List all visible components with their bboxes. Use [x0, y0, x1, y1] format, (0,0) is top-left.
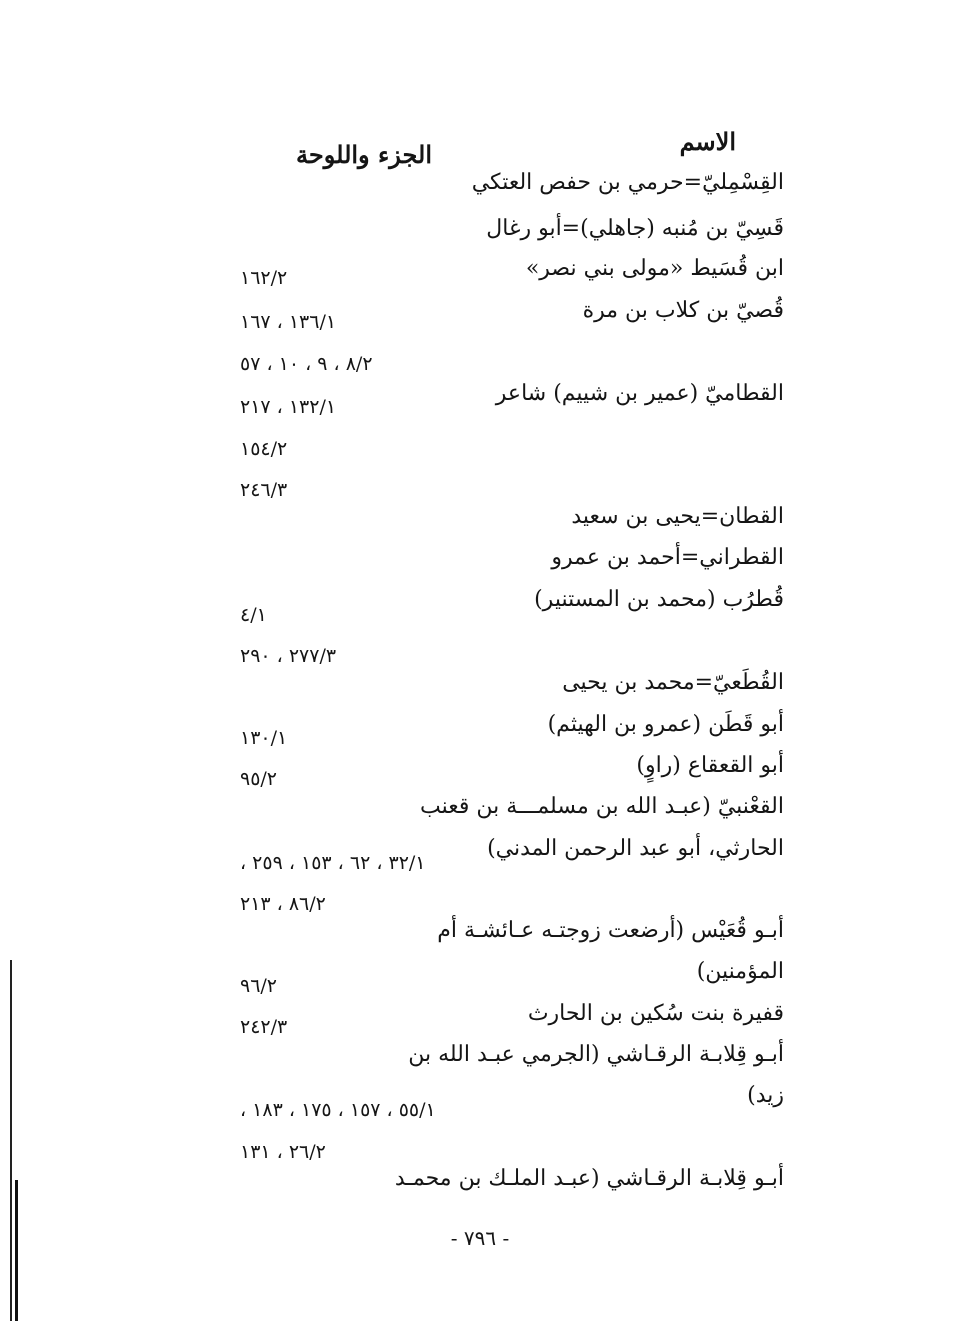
- index-entry-name: قُصيّ بن كلاب بن مرة: [582, 298, 784, 323]
- index-entry-name: أبـو قِلابـة الرقـاشي (الجرمي عبـد الله بن: [408, 1042, 784, 1067]
- index-entry-name: أبـو قُعَيْس (أرضعت زوجتـه عـائشـة أم: [437, 918, 784, 943]
- index-entry-refs: ٩٦/٢: [240, 975, 278, 997]
- index-entry-name: المؤمنين): [696, 959, 784, 984]
- index-entry-refs: ١٦٢/٢: [240, 267, 288, 289]
- index-entry-refs: ١٣٠/١: [240, 727, 288, 749]
- index-entry-name: أبو القعقاع (راوٍ): [636, 753, 784, 778]
- index-entry-name: ابن قُسَيط «مولى بني نصر»: [525, 256, 784, 281]
- reference-column-header: الجزء واللوحة: [296, 140, 432, 169]
- index-entry-name: القُطَعيّ=محمد بن يحيى: [562, 670, 784, 695]
- index-entry-name: القطراني=أحمد بن عمرو: [551, 545, 784, 570]
- index-entry-name: قفيرة بنت سُكين بن الحارث: [527, 1001, 784, 1026]
- index-entry-name: أبو قَطَن (عمرو بن الهيثم): [547, 712, 784, 737]
- index-entry-name: القطان=يحيى بن سعيد: [571, 504, 784, 529]
- name-column-header: الاسم: [679, 127, 736, 156]
- index-entry-refs: ٨٦/٢ ، ٢١٣: [240, 893, 326, 915]
- scan-edge-shadow: [15, 1180, 18, 1321]
- index-entry-refs: ٣٢/١ ، ٦٢ ، ١٥٣ ، ٢٥٩ ،: [240, 852, 426, 874]
- index-entry-refs: ٢٤٦/٣: [240, 479, 288, 501]
- index-entry-name: القِسْمِليّ=حرمي بن حفص العتكي: [471, 170, 784, 195]
- index-entry-refs: ٩٥/٢: [240, 768, 278, 790]
- index-entry-name: أبـو قِلابـة الرقـاشي (عبـد الملـك بن محمـد: [394, 1166, 784, 1191]
- index-entry-name: قَسِيّ بن مُنبه (جاهلي)=أبو رغال: [486, 216, 784, 241]
- index-entry-refs: ٥٥/١ ، ١٥٧ ، ١٧٥ ، ١٨٣ ،: [240, 1099, 436, 1121]
- index-entry-name: الحارثي، أبو عبد الرحمن المدني): [487, 836, 784, 861]
- index-entry-refs: ٢٦/٢ ، ١٣١: [240, 1141, 326, 1163]
- page-number: - ٧٩٦ -: [450, 1226, 510, 1250]
- index-entry-refs: ١٣٢/١ ، ٢١٧: [240, 396, 337, 418]
- index-entry-name: زيد): [747, 1083, 784, 1108]
- index-entry-refs: ٨/٢ ، ٩ ، ١٠ ، ٥٧: [240, 353, 373, 375]
- index-entry-refs: ٢٤٢/٣: [240, 1016, 288, 1038]
- index-entry-name: قُطرُب (محمد بن المستنير): [534, 587, 784, 612]
- index-entry-name: القعْنبيّ (عبـد الله بن مسلمـــة بن قعنب: [419, 794, 784, 819]
- index-entry-name: القطاميّ (عمير بن شييم) شاعر: [495, 381, 784, 406]
- index-entry-refs: ٢٧٧/٣ ، ٢٩٠: [240, 645, 337, 667]
- index-entry-refs: ١٥٤/٢: [240, 438, 288, 460]
- index-entry-refs: ١٣٦/١ ، ١٦٧: [240, 311, 337, 333]
- scan-edge-line: [10, 960, 12, 1321]
- index-entry-refs: ٤/١: [240, 604, 267, 626]
